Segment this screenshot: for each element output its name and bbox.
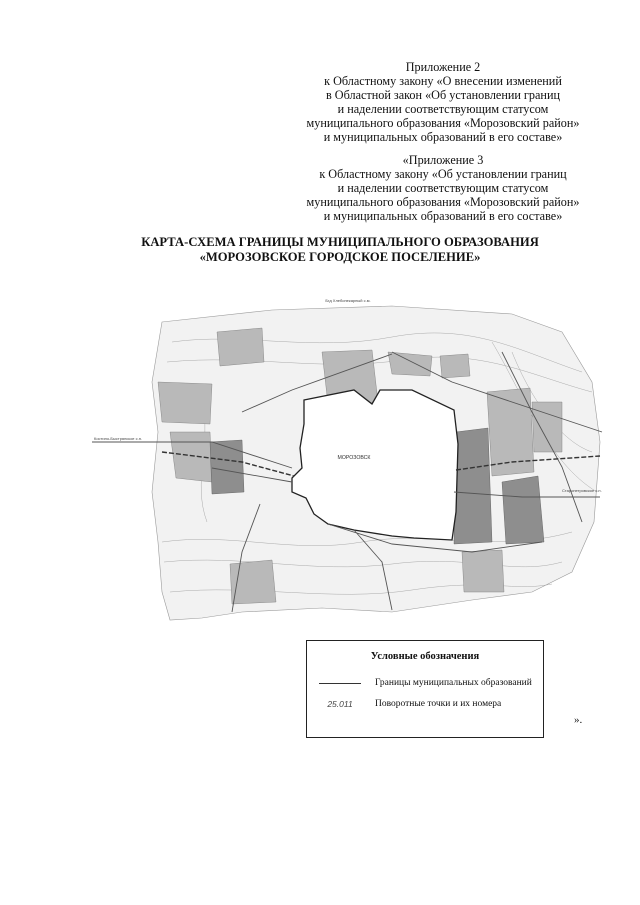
point-number-sample: 25.011 [327, 699, 353, 709]
boundary-line-icon [319, 676, 361, 690]
appendix-2-line: и муниципальных образований в его составе» [323, 130, 563, 144]
appendix-3-line: к Областному закону «Об установлении границ [319, 167, 567, 181]
boundary-map [92, 292, 604, 632]
legend-item-text: Границы муниципальных образований [375, 678, 532, 688]
map-label-top: Бгд Хлебопекарный с.м. [325, 298, 371, 303]
appendix-3-line: и муниципальных образований в его составе» [323, 209, 563, 223]
map-label-right: Старопетровское с.п. [562, 488, 602, 493]
map-label-left: Костино-Быстрянское с.п. [94, 436, 143, 441]
title-line-2: «МОРОЗОВСКОЕ ГОРОДСКОЕ ПОСЕЛЕНИЕ» [199, 250, 481, 264]
appendix-2-line: Приложение 2 [405, 60, 481, 74]
document-title [60, 235, 620, 265]
appendix-2-line: и наделении соответствующим статусом [337, 102, 549, 116]
map-legend [306, 640, 544, 738]
legend-item-turning-points [307, 697, 543, 711]
appendix-2-header [290, 60, 596, 144]
title-line-1: КАРТА-СХЕМА ГРАНИЦЫ МУНИЦИПАЛЬНОГО ОБРАЗОВАНИЯ [141, 235, 539, 249]
closing-quote: ». [574, 714, 583, 726]
appendix-2-line: к Областному закону «О внесении изменений [324, 74, 562, 88]
appendix-3-header [290, 153, 596, 223]
appendix-3-line: муниципального образования «Морозовский район» [306, 195, 580, 209]
legend-item-text: Поворотные точки и их номера [375, 699, 502, 709]
appendix-2-line: муниципального образования «Морозовский район» [306, 116, 580, 130]
city-label: МОРОЗОВСК [337, 455, 371, 461]
appendix-3-line: «Приложение 3 [402, 153, 484, 167]
legend-item-boundaries [307, 676, 543, 690]
appendix-2-line: в Областной закон «Об установлении границ [325, 88, 560, 102]
appendix-3-line: и наделении соответствующим статусом [337, 181, 549, 195]
legend-title: Условные обозначения [370, 651, 480, 662]
